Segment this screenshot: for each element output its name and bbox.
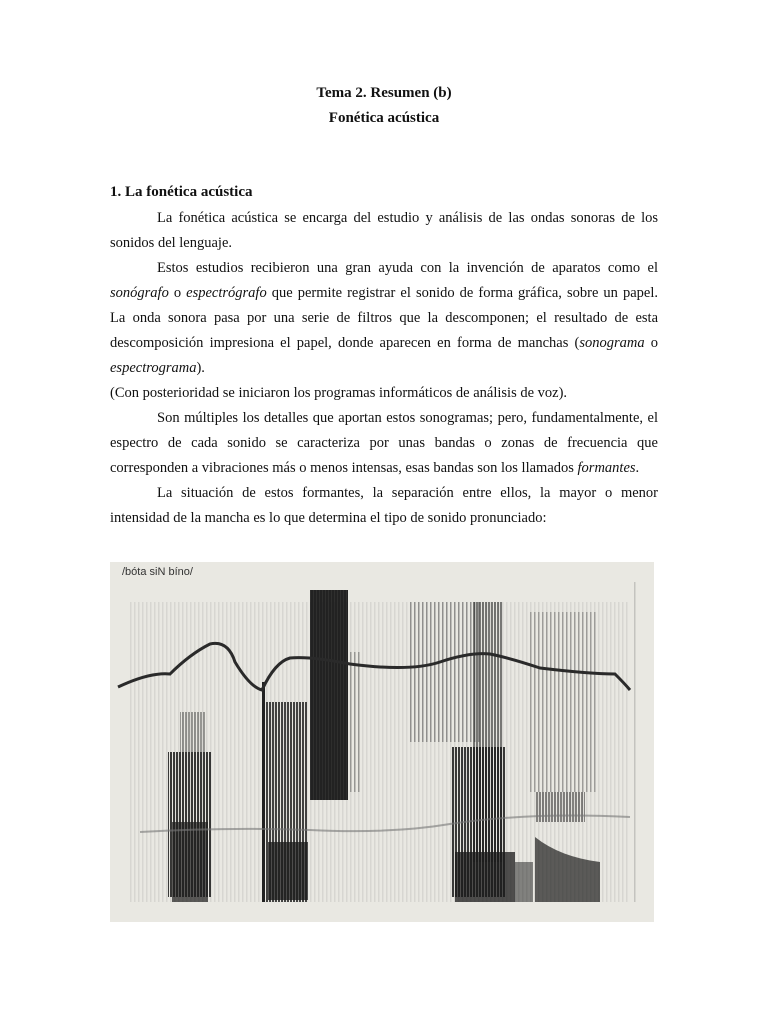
p4-text-b: . bbox=[635, 460, 640, 476]
p2-text-c: que permite registrar el sonido de forma gráfica, sobre un papel. La onda sonora pasa por una serie de filtros que la descomponen; el resultado de esta descomposición impresiona el papel, donde aparecen en forma de manchas ( bbox=[110, 285, 658, 351]
spectrogram-image bbox=[110, 562, 654, 922]
paragraph-2 bbox=[110, 256, 658, 381]
spectrogram-label: /bóta siN bíno/ bbox=[122, 566, 193, 578]
term-espectrograma: espectrograma bbox=[110, 360, 197, 376]
term-sonograma: sonograma bbox=[579, 335, 645, 351]
document-subtitle: Fonética acústica bbox=[328, 110, 440, 126]
paragraph-4 bbox=[110, 406, 658, 481]
paragraph-1: La fonética acústica se encarga del estudio y análisis de las ondas sonoras de los sonidos del lenguaje. bbox=[110, 210, 658, 251]
section-heading: 1. La fonética acústica bbox=[110, 184, 253, 200]
p2-text-a: Estos estudios recibieron una gran ayuda con la invención de aparatos como el bbox=[157, 260, 658, 276]
p2-text-d: o bbox=[644, 335, 659, 351]
p2-text-b: o bbox=[168, 285, 187, 301]
term-formantes: formantes bbox=[577, 460, 636, 476]
term-espectrografo: espectrógrafo bbox=[186, 285, 267, 301]
body-text bbox=[110, 206, 658, 531]
paragraph-5: La situación de estos formantes, la separación entre ellos, la mayor o menor intensidad de la mancha es lo que determina el tipo de sonido pronunciado: bbox=[110, 485, 658, 526]
paragraph-3: (Con posterioridad se iniciaron los programas informáticos de análisis de voz). bbox=[110, 385, 568, 401]
term-sonografo: sonógrafo bbox=[110, 285, 169, 301]
document-title: Tema 2. Resumen (b) bbox=[316, 85, 452, 101]
spectrogram-graphic bbox=[110, 562, 654, 922]
p2-text-e: ). bbox=[196, 360, 205, 376]
p4-text-a: Son múltiples los detalles que aportan estos sonogramas; pero, fundamentalmente, el espectro de cada sonido se caracteriza por unas bandas o zonas de frecuencia que corresponden a vibraciones más o menos intensas, esas bandas son los llamados bbox=[110, 410, 658, 476]
